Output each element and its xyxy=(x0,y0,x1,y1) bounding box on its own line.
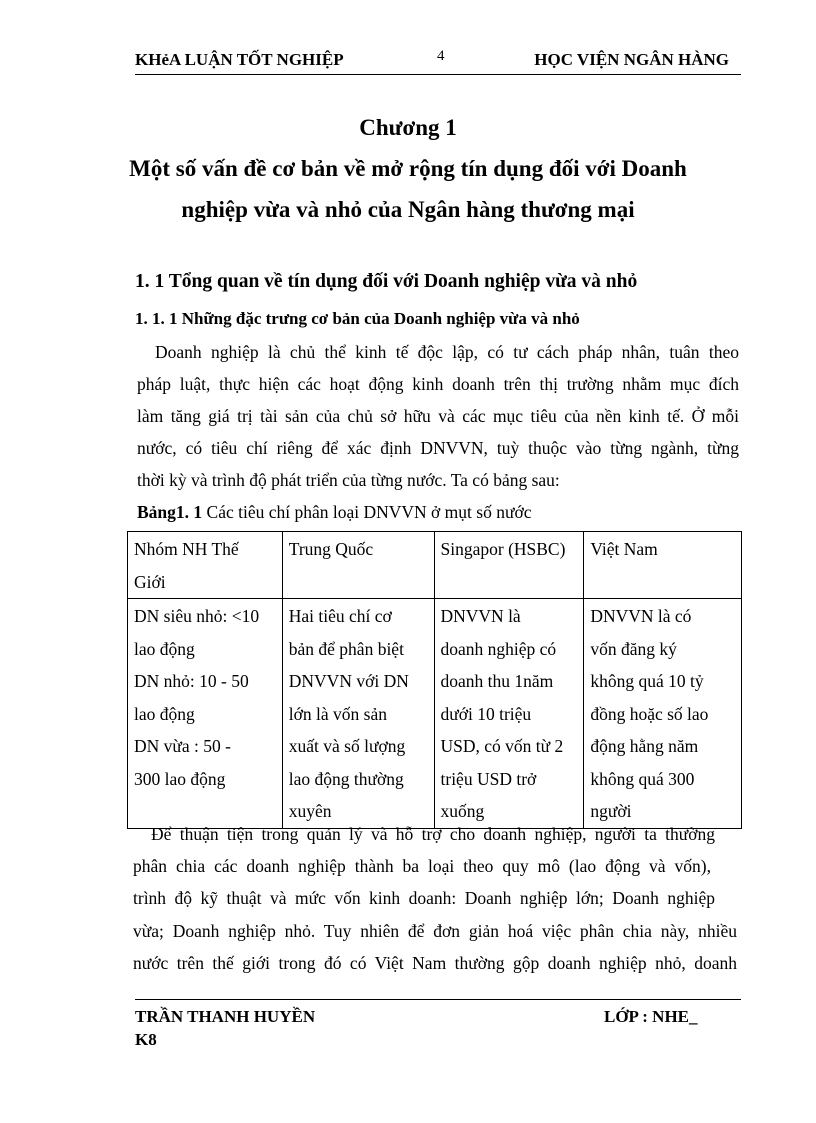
table-cell xyxy=(434,599,584,829)
table-row xyxy=(128,599,742,829)
cell-line: DN nhỏ: 10 - 50 xyxy=(134,671,249,691)
paragraph-line: thời kỳ và trình độ phát triển của từng nước. Ta có bảng sau: xyxy=(137,470,560,490)
footer-class-label: LỚP : NHE_ xyxy=(604,1007,698,1026)
cell-line: không quá 10 tỷ xyxy=(590,671,704,691)
table-caption-number: Bảng1. 1 xyxy=(137,502,203,522)
cell-line: lao động xyxy=(134,703,195,724)
cell-line: xuất và số lượng xyxy=(288,736,406,756)
cell-line: DNVVN với DN xyxy=(288,671,409,691)
cell-line: lớn là vốn sản xyxy=(288,703,387,724)
cell-line: lao động xyxy=(134,638,195,659)
paragraph-line: Để thuận tiện trong quản lý và hỗ trợ cho doanh nghiệp, người ta thường xyxy=(151,824,715,844)
table-caption-text: Các tiêu chí phân loại DNVVN ở mụt số nước xyxy=(202,502,532,522)
table-cell xyxy=(282,599,434,829)
table-header-row xyxy=(128,532,742,599)
footer-author-name: TRẦN THANH HUYỀN xyxy=(135,1007,316,1026)
header-cell-world-bank xyxy=(128,532,283,599)
paragraph-line: Doanh nghiệp là chủ thể kinh tế độc lập, có tư cách pháp nhân, tuân theo xyxy=(155,342,739,362)
cell-line: vốn đăng ký xyxy=(590,638,677,659)
cell-line: lao động thường xyxy=(288,768,404,789)
cell-line: Trung Quốc xyxy=(288,539,374,559)
chapter-label: Chương 1 xyxy=(359,115,457,140)
cell-line: Nhóm NH Thế xyxy=(134,539,239,559)
section-heading-1-1-1: 1. 1. 1 Những đặc trưng cơ bản của Doanh nghiệp vừa và nhỏ xyxy=(135,309,580,328)
header-cell-singapore xyxy=(434,532,584,599)
paragraph-line: nước trên thế giới trong đó có Việt Nam thường gộp doanh nghiệp nhỏ, doanh xyxy=(133,953,737,973)
cell-line: Việt Nam xyxy=(590,539,658,559)
cell-line: Giới xyxy=(134,571,166,592)
cell-line: 300 lao động xyxy=(134,768,226,789)
cell-line: bản để phân biệt xyxy=(288,638,404,659)
header-cell-china xyxy=(282,532,434,599)
table-cell xyxy=(128,599,283,829)
cell-line: USD, có vốn từ 2 xyxy=(440,736,564,756)
cell-line: đồng hoặc số lao xyxy=(590,703,709,724)
footer-class-continuation: K8 xyxy=(135,1030,157,1049)
cell-line: DN siêu nhỏ: <10 xyxy=(134,606,260,626)
paragraph-line: nước, có tiêu chí riêng để xác định DNVVN, tuỳ thuộc vào từng ngành, từng xyxy=(137,438,739,458)
chapter-title-line-1: Một số vấn đề cơ bản về mở rộng tín dụng đối với Doanh xyxy=(129,156,687,181)
header-thesis-label: KHẻA LUẬN TỐT NGHIỆP xyxy=(135,50,344,69)
page-footer xyxy=(135,999,741,1049)
paragraph-line: làm tăng giá trị tài sản của chủ sở hữu và các mục tiêu của nền kinh tế. Ở mỗi xyxy=(137,406,739,426)
cell-line: Hai tiêu chí cơ xyxy=(288,606,392,626)
cell-line: doanh nghiệp có xyxy=(440,638,557,659)
cell-line: Singapor (HSBC) xyxy=(440,539,566,559)
classification-table xyxy=(127,531,742,829)
page-header xyxy=(135,48,741,75)
cell-line: dưới 10 triệu xyxy=(440,703,532,724)
header-institution: HỌC VIỆN NGÂN HÀNG xyxy=(534,50,729,69)
cell-line: DN vừa : 50 - xyxy=(134,736,231,756)
table-caption xyxy=(137,502,531,523)
cell-line: triệu USD trở xyxy=(440,768,537,789)
section-heading-1-1: 1. 1 Tổng quan về tín dụng đối với Doanh nghiệp vừa và nhỏ xyxy=(135,271,638,292)
cell-line: xuyên xyxy=(288,801,332,821)
cell-line: DNVVN là xyxy=(440,606,521,626)
cell-line: xuống xyxy=(440,801,485,821)
page-number: 4 xyxy=(437,48,445,64)
header-cell-vietnam xyxy=(584,532,742,599)
chapter-title-line-2: nghiệp vừa và nhỏ của Ngân hàng thương mại xyxy=(181,197,635,222)
cell-line: DNVVN là có xyxy=(590,606,692,626)
paragraph-line: phân chia các doanh nghiệp thành ba loại theo quy mô (lao động và vốn), xyxy=(133,856,711,876)
paragraph-line: trình độ kỹ thuật và mức vốn kinh doanh: Doanh nghiệp lớn; Doanh nghiệp xyxy=(133,888,715,908)
cell-line: động hằng năm xyxy=(590,736,699,756)
cell-line: không quá 300 xyxy=(590,768,695,789)
paragraph-line: vừa; Doanh nghiệp nhỏ. Tuy nhiên để đơn giản hoá việc phân chia này, nhiều xyxy=(133,921,737,941)
paragraph-line: pháp luật, thực hiện các hoạt động kinh doanh trên thị trường nhằm mục đích xyxy=(137,374,739,394)
cell-line: doanh thu 1năm xyxy=(440,671,554,691)
table-cell xyxy=(584,599,742,829)
cell-line: người xyxy=(590,801,632,821)
